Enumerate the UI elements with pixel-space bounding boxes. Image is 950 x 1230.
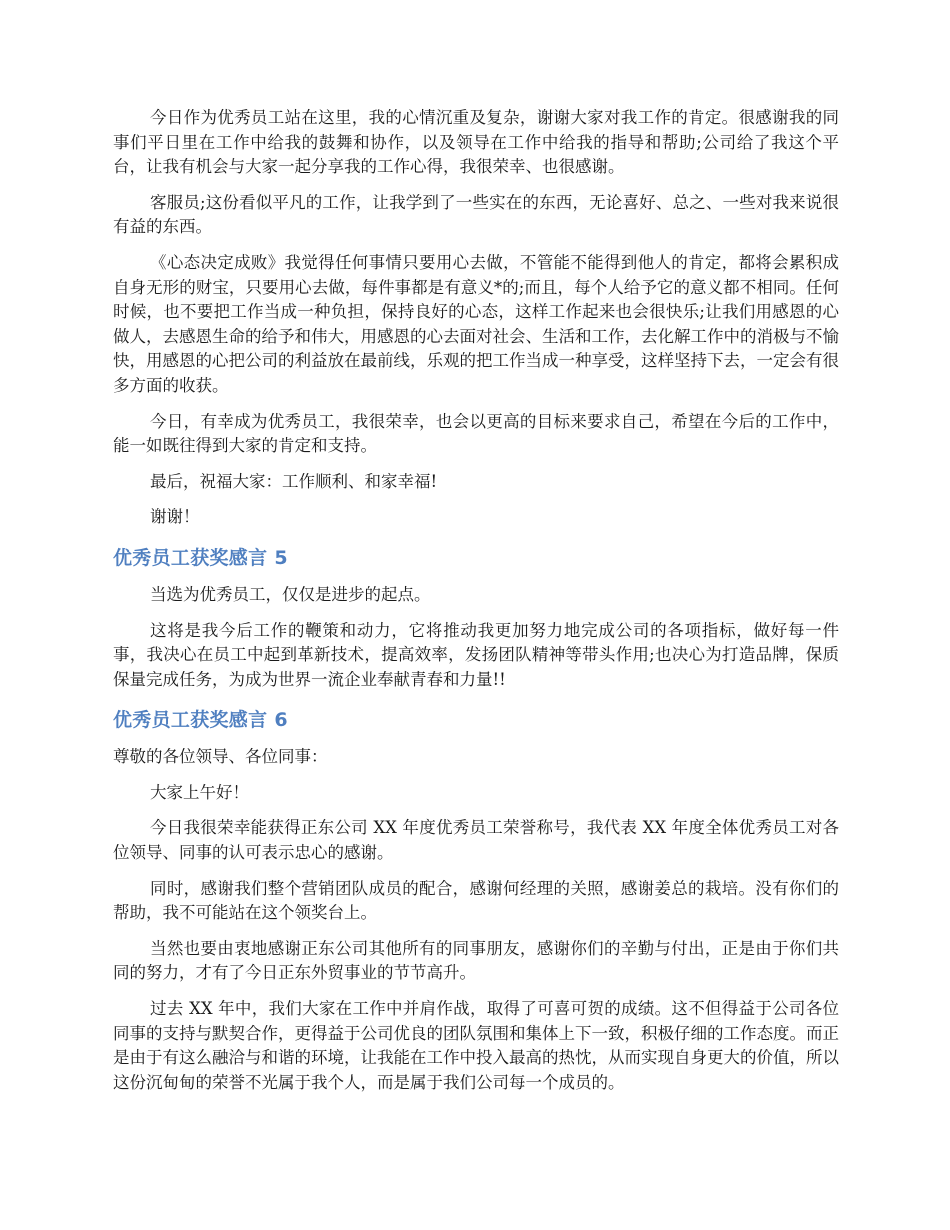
section-heading: 优秀员工获奖感言 6 [113, 709, 288, 732]
paragraph: 当然也要由衷地感谢正东公司其他所有的同事朋友，感谢你们的辛勤与付出，正是由于你们共同的努力，才有了今日正东外贸事业的节节高升。 [113, 938, 839, 983]
paragraph: 最后，祝福大家：工作顺利、和家幸福! [150, 471, 438, 491]
paragraph: 《心态决定成败》我觉得任何事情只要用心去做，不管能不能得到他人的肯定，都将会累积成自身无形的财宝，只要用心去做，每件事都是有意义*的;而且，每个人给予它的意义都不相同。任何时候，也不要把工作当成一种负担，保持良好的心态，这样工作起来也会很快乐;让我们用感恩的心做人，去感恩生命的给予和伟大，用感恩的心去面对社会、生活和工作，去化解工作中的消极与不愉快，用感恩的心把公司的利益放在最前线，乐观的把工作当成一种享受，这样坚持下去，一定会有很多方面的收获。 [113, 252, 839, 395]
paragraph: 过去 XX 年中，我们大家在工作中并肩作战，取得了可喜可贺的成绩。这不但得益于公司各位同事的支持与默契合作，更得益于公司优良的团队氛围和集体上下一致，积极仔细的工作态度。而正是由于有这么融洽与和谐的环境，让我能在工作中投入最高的热忱，从而实现自身更大的价值，所以这份沉甸甸的荣誉不光属于我个人，而是属于我们公司每一个成员的。 [113, 999, 839, 1092]
paragraph: 当选为优秀员工，仅仅是进步的起点。 [150, 584, 431, 604]
paragraph: 这将是我今后工作的鞭策和动力，它将推动我更加努力地完成公司的各项指标，做好每一件事，我决心在员工中起到革新技术，提高效率，发扬团队精神等带头作用;也决心为打造品牌，保质保量完成任务，为成为世界一流企业奉献青春和力量!! [113, 620, 839, 689]
paragraph: 今日，有幸成为优秀员工，我很荣幸，也会以更高的目标来要求自己，希望在今后的工作中，能一如既往得到大家的肯定和支持。 [113, 411, 839, 456]
document-page [113, 106, 839, 1095]
paragraph: 今日作为优秀员工站在这里，我的心情沉重及复杂，谢谢大家对我工作的肯定。很感谢我的同事们平日里在工作中给我的鼓舞和协作，以及领导在工作中给我的指导和帮助;公司给了我这个平台，让我有机会与大家一起分享我的工作心得，我很荣幸、也很感谢。 [113, 108, 839, 177]
paragraph: 同时，感谢我们整个营销团队成员的配合，感谢何经理的关照，感谢姜总的栽培。没有你们的帮助，我不可能站在这个领奖台上。 [113, 878, 839, 923]
paragraph: 今日我很荣幸能获得正东公司 XX 年度优秀员工荣誉称号，我代表 XX 年度全体优秀员工对各位领导、同事的认可表示忠心的感谢。 [113, 818, 839, 863]
paragraph: 大家上午好！ [150, 782, 249, 802]
paragraph: 谢谢！ [150, 507, 200, 527]
salutation: 尊敬的各位领导、各位同事： [113, 747, 328, 767]
paragraph: 客服员;这份看似平凡的工作，让我学到了一些实在的东西，无论喜好、总之、一些对我来说很有益的东西。 [113, 192, 839, 237]
section-heading: 优秀员工获奖感言 5 [113, 546, 288, 569]
